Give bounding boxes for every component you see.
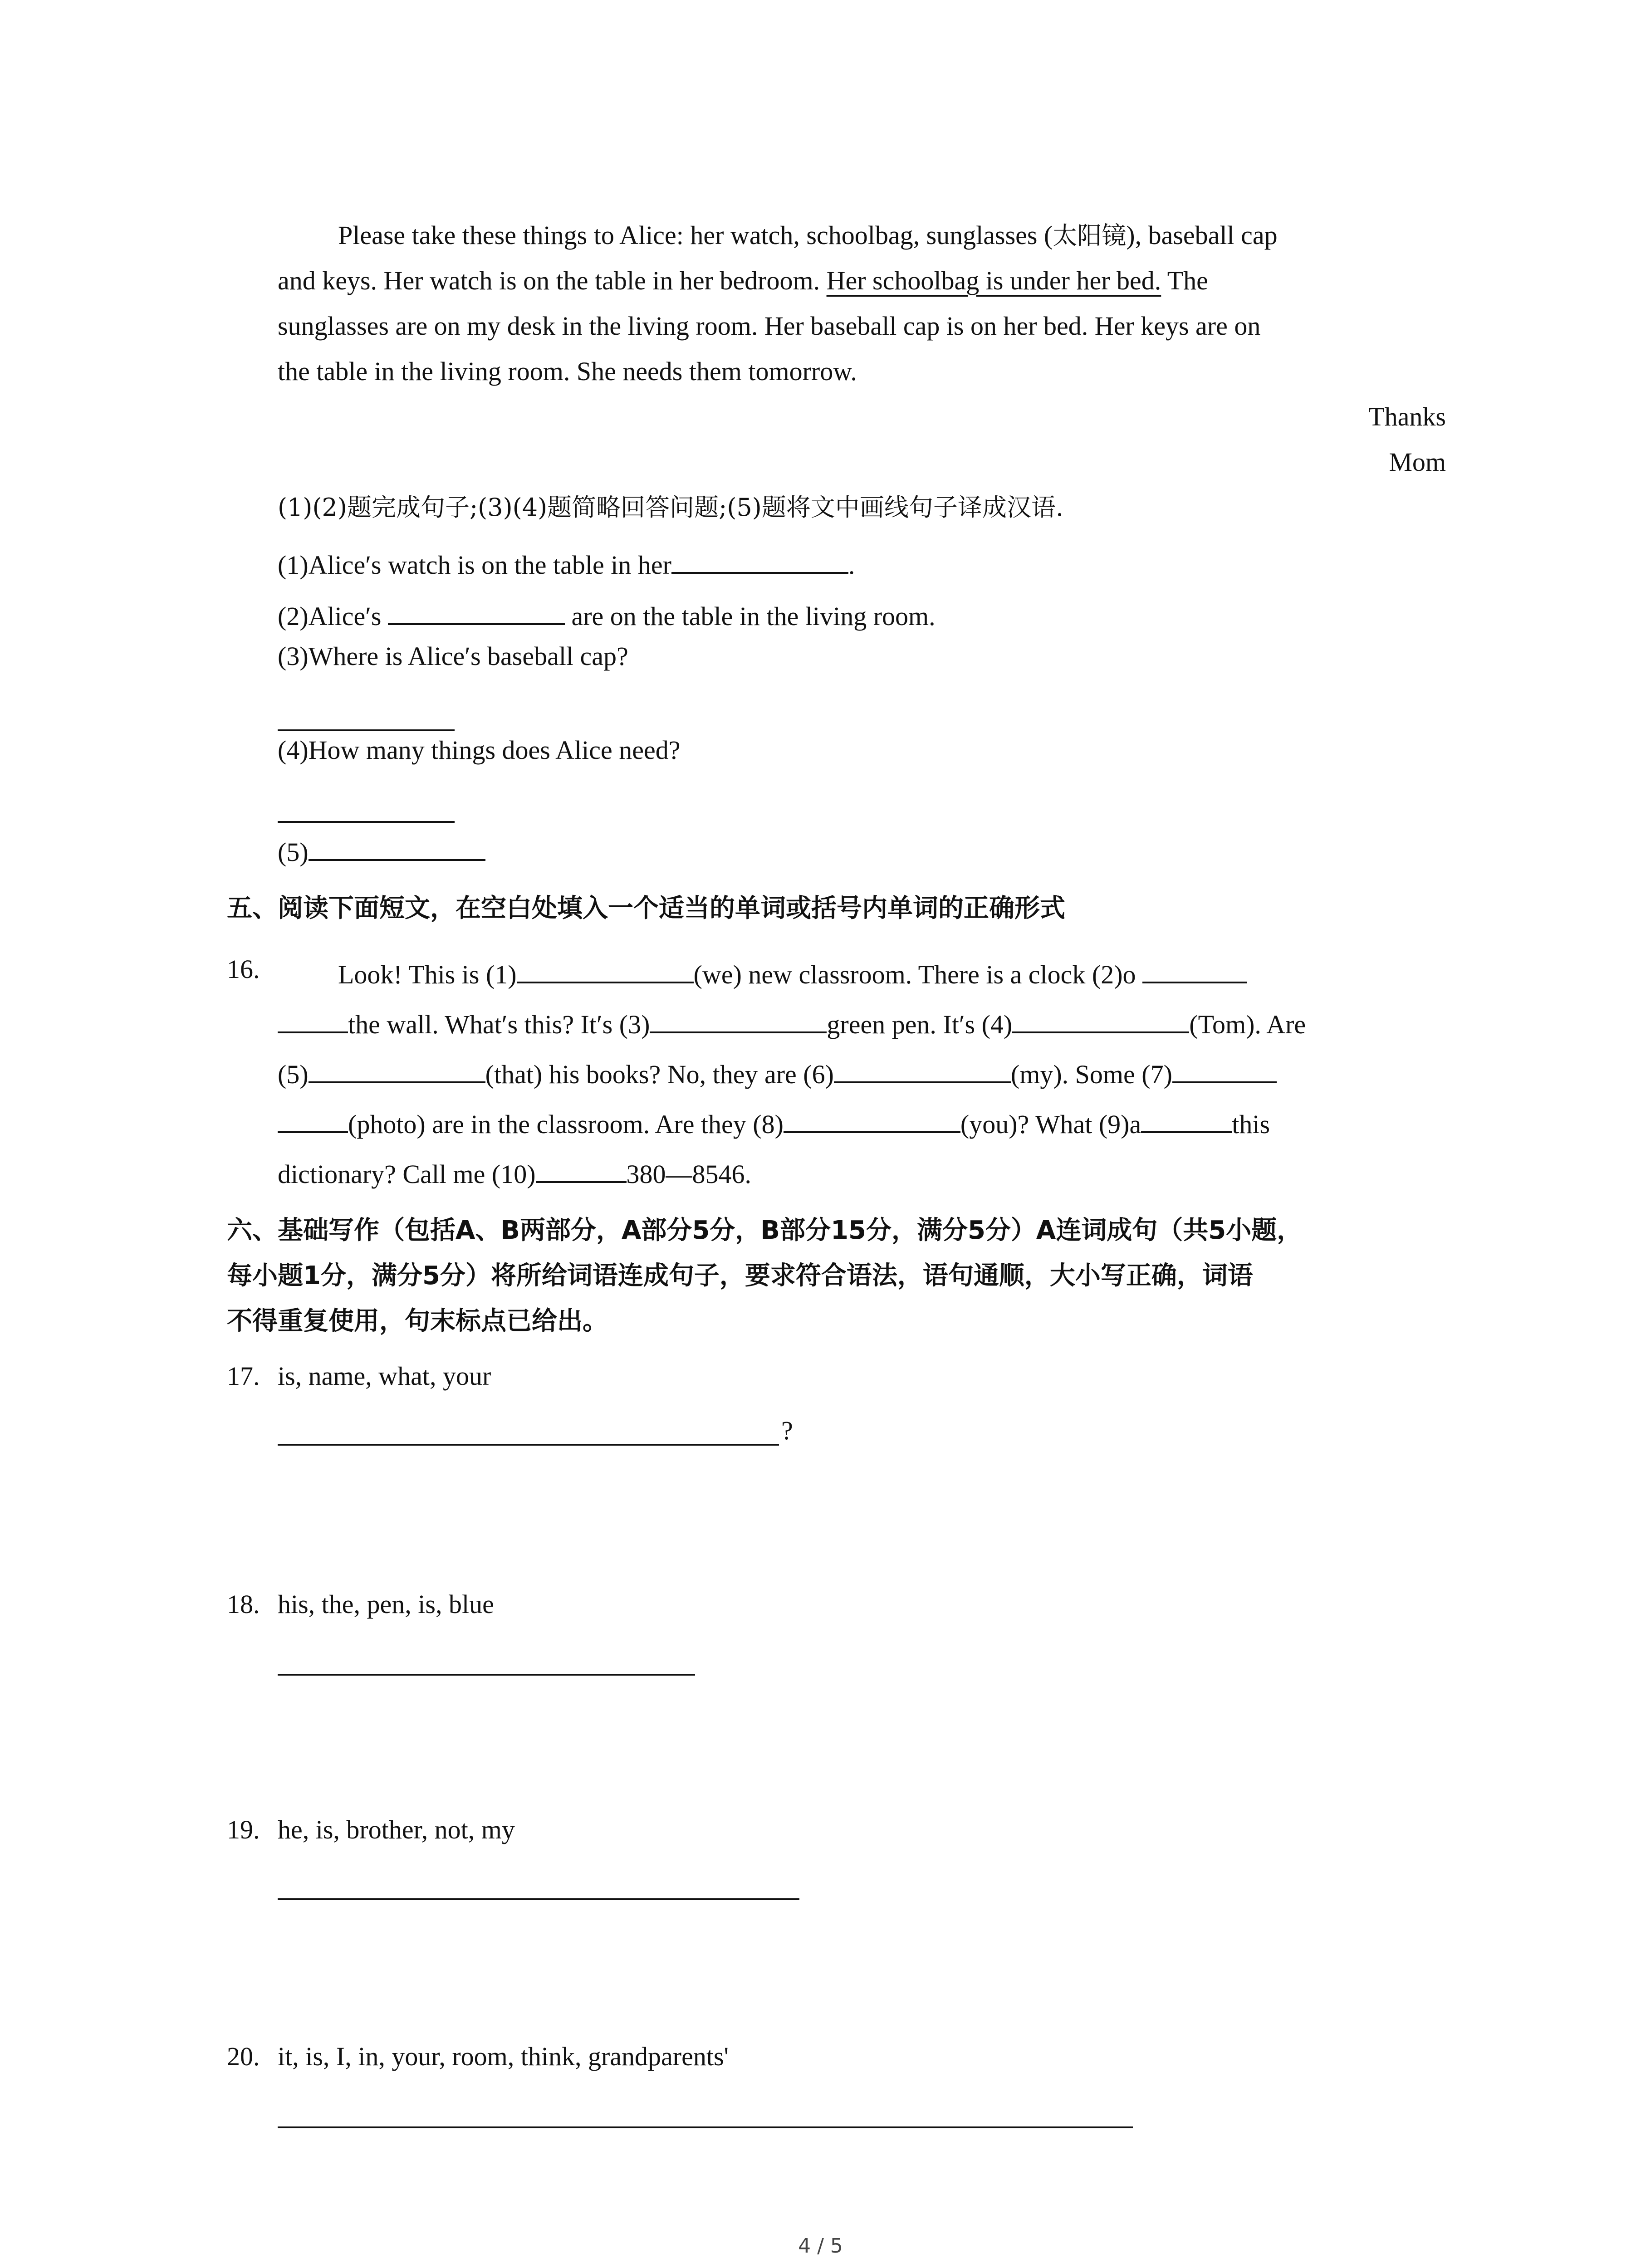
cloze-text: the wall. What′s this? It′s (3): [348, 1010, 650, 1039]
cloze-text: (5): [278, 1060, 309, 1089]
section-6-heading-line-1: 六、基础写作（包括A、B两部分，A部分5分，B部分15分，满分5分）A连词成句（共5小题，: [227, 1216, 1303, 1245]
answer-line-19[interactable]: [278, 1898, 799, 1900]
answer-blank-1[interactable]: [671, 547, 848, 574]
answer-line-18[interactable]: [278, 1674, 695, 1676]
letter-line-1: [338, 222, 1278, 249]
letter-line-4: the table in the living room. She needs them tomorrow.: [278, 357, 857, 386]
cloze-text: (we) new classroom. There is a clock (2)o: [693, 960, 1136, 989]
cloze-blank-4[interactable]: [1012, 1006, 1189, 1033]
cloze-text: (my). Some (7): [1010, 1060, 1172, 1089]
cloze-blank-3[interactable]: [650, 1006, 827, 1033]
answer-blank-4[interactable]: [278, 821, 455, 823]
page-number: 4 / 5: [798, 2234, 843, 2258]
cloze-line-3: [278, 1056, 1277, 1088]
answer-blank-5[interactable]: [309, 834, 485, 861]
letter-closing: Thanks: [1368, 402, 1446, 431]
question-number-20: 20.: [227, 2042, 260, 2071]
cloze-line-2: [278, 1006, 1306, 1038]
question-text: .: [848, 550, 855, 580]
question-19-words: he, is, brother, not, my: [278, 1815, 515, 1844]
letter-chinese-gloss: 太阳镜: [1053, 221, 1127, 250]
cloze-text: Look! This is (1): [338, 960, 517, 989]
cloze-text: (photo) are in the classroom. Are they (8): [348, 1110, 784, 1139]
sub-question-3: (3)Where is Alice′s baseball cap?: [278, 641, 628, 671]
cloze-blank-2[interactable]: [1142, 956, 1247, 983]
cloze-text: green pen. It′s (4): [827, 1010, 1013, 1039]
section-6-heading-line-2: 每小题1分，满分5分）将所给词语连成句子，要求符合语法，语句通顺，大小写正确，词语: [227, 1261, 1253, 1290]
letter-line-2: [278, 268, 1208, 294]
answer-line-20[interactable]: [278, 2126, 1133, 2128]
question-18-words: his, the, pen, is, blue: [278, 1589, 494, 1619]
cloze-text: (that) his books? No, they are (6): [485, 1060, 834, 1089]
letter-text: ), baseball cap: [1126, 220, 1278, 250]
sub-question-1: [278, 547, 855, 578]
sub-question-2: [278, 598, 936, 630]
question-number-19: 19.: [227, 1815, 260, 1844]
cloze-blank-1[interactable]: [517, 956, 694, 983]
cloze-line-4: [278, 1106, 1270, 1138]
letter-line-3: sunglasses are on my desk in the living room. Her baseball cap is on her bed. Her keys are on: [278, 311, 1261, 341]
question-text: are on the table in the living room.: [571, 601, 936, 631]
cloze-blank-10[interactable]: [536, 1156, 627, 1183]
cloze-text: (you)? What (9)a: [960, 1110, 1141, 1139]
letter-text: Please take these things to Alice: her watch, schoolbag, sunglasses (: [338, 220, 1053, 250]
question-text: (5): [278, 837, 309, 867]
cloze-blank-5[interactable]: [309, 1056, 485, 1083]
cloze-line-1: [338, 956, 1247, 988]
answer-blank-2[interactable]: [388, 598, 565, 625]
cloze-line-5: [278, 1156, 751, 1188]
question-number-16: 16.: [227, 954, 260, 984]
question-17-end-mark: ?: [781, 1416, 793, 1445]
letter-signature: Mom: [1389, 447, 1446, 477]
cloze-blank-2-continued[interactable]: [278, 1006, 348, 1033]
sub-question-instructions: (1)(2)题完成句子;(3)(4)题简略回答问题;(5)题将文中画线句子译成汉语.: [278, 493, 1064, 522]
letter-text: The: [1167, 266, 1208, 295]
question-number-18: 18.: [227, 1589, 260, 1619]
cloze-text: this: [1232, 1110, 1270, 1139]
answer-line-17[interactable]: [278, 1444, 779, 1446]
underlined-sentence: Her schoolbag is under her bed.: [826, 266, 1161, 295]
question-17-words: is, name, what, your: [278, 1361, 491, 1391]
sub-question-5: [278, 834, 485, 865]
question-text: (2)Alice′s: [278, 601, 382, 631]
cloze-blank-9[interactable]: [1141, 1106, 1232, 1133]
answer-blank-3[interactable]: [278, 729, 455, 731]
cloze-blank-7-continued[interactable]: [278, 1106, 348, 1133]
sub-question-4: (4)How many things does Alice need?: [278, 735, 681, 765]
question-number-17: 17.: [227, 1361, 260, 1391]
cloze-text: dictionary? Call me (10): [278, 1159, 536, 1189]
question-text: (1)Alice′s watch is on the table in her: [278, 550, 671, 580]
question-20-words: it, is, I, in, your, room, think, grandparents': [278, 2042, 729, 2071]
cloze-text: (Tom). Are: [1189, 1010, 1306, 1039]
cloze-blank-8[interactable]: [784, 1106, 960, 1133]
cloze-blank-6[interactable]: [834, 1056, 1011, 1083]
cloze-blank-7[interactable]: [1172, 1056, 1277, 1083]
section-5-heading: 五、阅读下面短文，在空白处填入一个适当的单词或括号内单词的正确形式: [227, 894, 1065, 923]
section-6-heading-line-3: 不得重复使用，句末标点已给出。: [227, 1306, 608, 1336]
letter-text: and keys. Her watch is on the table in her bedroom.: [278, 266, 820, 295]
cloze-text: 380—8546.: [626, 1159, 752, 1189]
